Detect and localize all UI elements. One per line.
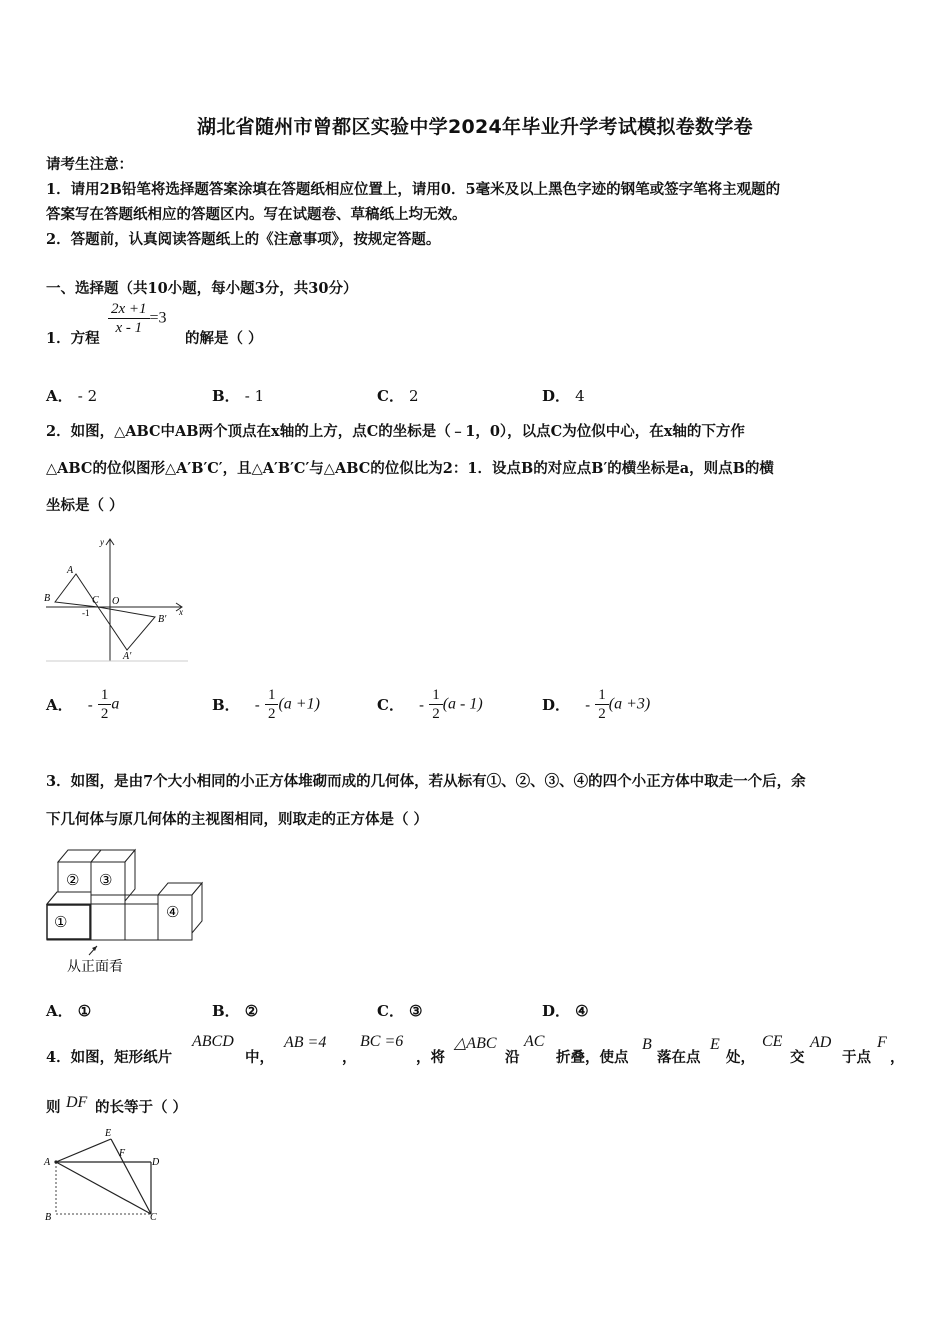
q2-option-b[interactable]: B． - $\frac{1}{2}$ (a +1): [212, 687, 320, 722]
q3-line-2: 下几何体与原几何体的主视图相同，则取走的正方体是（ ）: [46, 811, 429, 828]
q3-cube-2-label: ②: [66, 873, 80, 889]
q1-prefix: 1．方程: [46, 330, 100, 347]
q3-cube-4-label: ④: [166, 905, 180, 921]
q2-triangle-apbpcp: [98, 607, 155, 650]
notice-line-1: 1．请用2B铅笔将选择题答案涂填在答题纸相应位置上，请用0．5毫米及以上黑色字迹的钢笔或签字笔将主观题的: [46, 181, 781, 198]
q1-numerator: 2x +1: [108, 300, 150, 319]
q2-label-o: O: [112, 596, 120, 607]
q4-label-c: C: [150, 1212, 157, 1223]
q4-text-2: 中，: [245, 1049, 274, 1066]
q4-text-1: 4．如图，矩形纸片: [46, 1049, 173, 1066]
q3-cube-1-label: ①: [54, 915, 68, 931]
q1-option-b[interactable]: B． - 1: [212, 387, 265, 405]
q2-label-y: y: [100, 537, 104, 547]
q2-option-a[interactable]: A． - $\frac{1}{2}$ a: [46, 687, 120, 722]
q4-math-e: E: [710, 1036, 720, 1053]
q1-equation: [108, 300, 167, 337]
q4-label-f: F: [119, 1148, 126, 1159]
q4-segment-ae: [56, 1139, 111, 1162]
q2-label-x: x: [179, 607, 183, 617]
q4-text-3: ，: [342, 1049, 357, 1066]
q2-label-minus1: -1: [82, 608, 90, 618]
q1-option-d[interactable]: D． 4: [542, 387, 585, 405]
q4-math-b: B: [642, 1036, 652, 1053]
q2-label-a: A: [67, 565, 74, 576]
q3-cube-3-label: ③: [99, 873, 113, 889]
notice-heading: 请考生注意：: [46, 156, 133, 173]
q2-label-aprime: A′: [123, 651, 132, 662]
q3-cube-figure: [42, 845, 212, 980]
q4-text-6: 折叠，使点: [556, 1049, 629, 1066]
section-heading: 一、选择题（共10小题，每小题3分，共30分）: [46, 280, 358, 297]
q1-option-a[interactable]: A． - 2: [46, 387, 98, 405]
q1-option-c[interactable]: C． 2: [377, 387, 419, 405]
q4-label-e: E: [105, 1128, 112, 1139]
q2-label-c: C: [92, 595, 99, 606]
q4-text-8: 处，: [726, 1049, 755, 1066]
q2-option-d[interactable]: D． - $\frac{1}{2}$ (a +3): [542, 687, 651, 722]
q4-math-triangle: △ABC: [454, 1035, 497, 1052]
q4-math-abcd: ABCD: [192, 1033, 234, 1050]
q4-text-9: 交: [790, 1049, 805, 1066]
q4-label-b: B: [45, 1212, 52, 1223]
q1-rhs: =3: [149, 309, 167, 327]
q4-line2-b: 的长等于（ ）: [95, 1099, 188, 1116]
q2-label-b: B: [44, 593, 51, 604]
q2-line-2: △ABC的位似图形△A′B′C′，且△A′B′C′与△ABC的位似比为2：1．设点B的对应点B′的横坐标是a，则点B的横: [46, 460, 774, 477]
q4-math-ad: AD: [810, 1034, 832, 1051]
q4-math-df: DF: [66, 1094, 88, 1111]
q4-point-a: [54, 1160, 57, 1163]
q3-line-1: 3．如图，是由7个大小相同的小正方体堆砌而成的几何体，若从标有①、②、③、④的四个小正方体中取走一个后，余: [46, 773, 806, 790]
q2-label-bprime: B′: [158, 614, 167, 625]
q1-suffix: 的解是（ ）: [185, 330, 263, 347]
q3-option-a[interactable]: A． ①: [46, 1002, 92, 1020]
q4-math-ce: CE: [762, 1033, 783, 1050]
q4-label-a: A: [44, 1157, 51, 1168]
page-title: 湖北省随州市曾都区实验中学2024年毕业升学考试模拟卷数学卷: [197, 116, 753, 138]
q4-text-11: ，: [890, 1049, 905, 1066]
q4-rectangle-figure: [42, 1125, 172, 1225]
q3-option-b[interactable]: B． ②: [212, 1002, 259, 1020]
q4-text-7: 落在点: [657, 1049, 701, 1066]
q2-line-1: 2．如图，△ABC中AB两个顶点在x轴的上方，点C的坐标是（﹣1，0），以点C为位似中心，在x轴的下方作: [46, 423, 745, 440]
notice-line-2: 答案写在答题纸相应的答题区内。写在试题卷、草稿纸上均无效。: [46, 206, 467, 223]
q2-line-3: 坐标是（ ）: [46, 497, 124, 514]
q3-option-c[interactable]: C． ③: [377, 1002, 423, 1020]
q4-text-5: 沿: [505, 1049, 520, 1066]
q4-line2-a: 则: [46, 1099, 61, 1116]
q4-math-ac: AC: [524, 1033, 545, 1050]
q2-coordinate-figure: [42, 535, 192, 665]
q4-text-4: ，将: [416, 1049, 445, 1066]
q2-option-c[interactable]: C． - $\frac{1}{2}$ (a - 1): [377, 687, 483, 722]
q3-caption: 从正面看: [67, 959, 123, 975]
q4-math-f: F: [877, 1034, 887, 1051]
q3-option-d[interactable]: D． ④: [542, 1002, 589, 1020]
q4-math-ab: AB =4: [284, 1034, 327, 1051]
q4-text-10: 于点: [842, 1049, 871, 1066]
q1-denominator: x - 1: [115, 320, 143, 336]
q4-math-bc: BC =6: [360, 1033, 404, 1050]
notice-line-3: 2．答题前，认真阅读答题纸上的《注意事项》，按规定答题。: [46, 231, 441, 248]
q4-label-d: D: [152, 1157, 160, 1168]
